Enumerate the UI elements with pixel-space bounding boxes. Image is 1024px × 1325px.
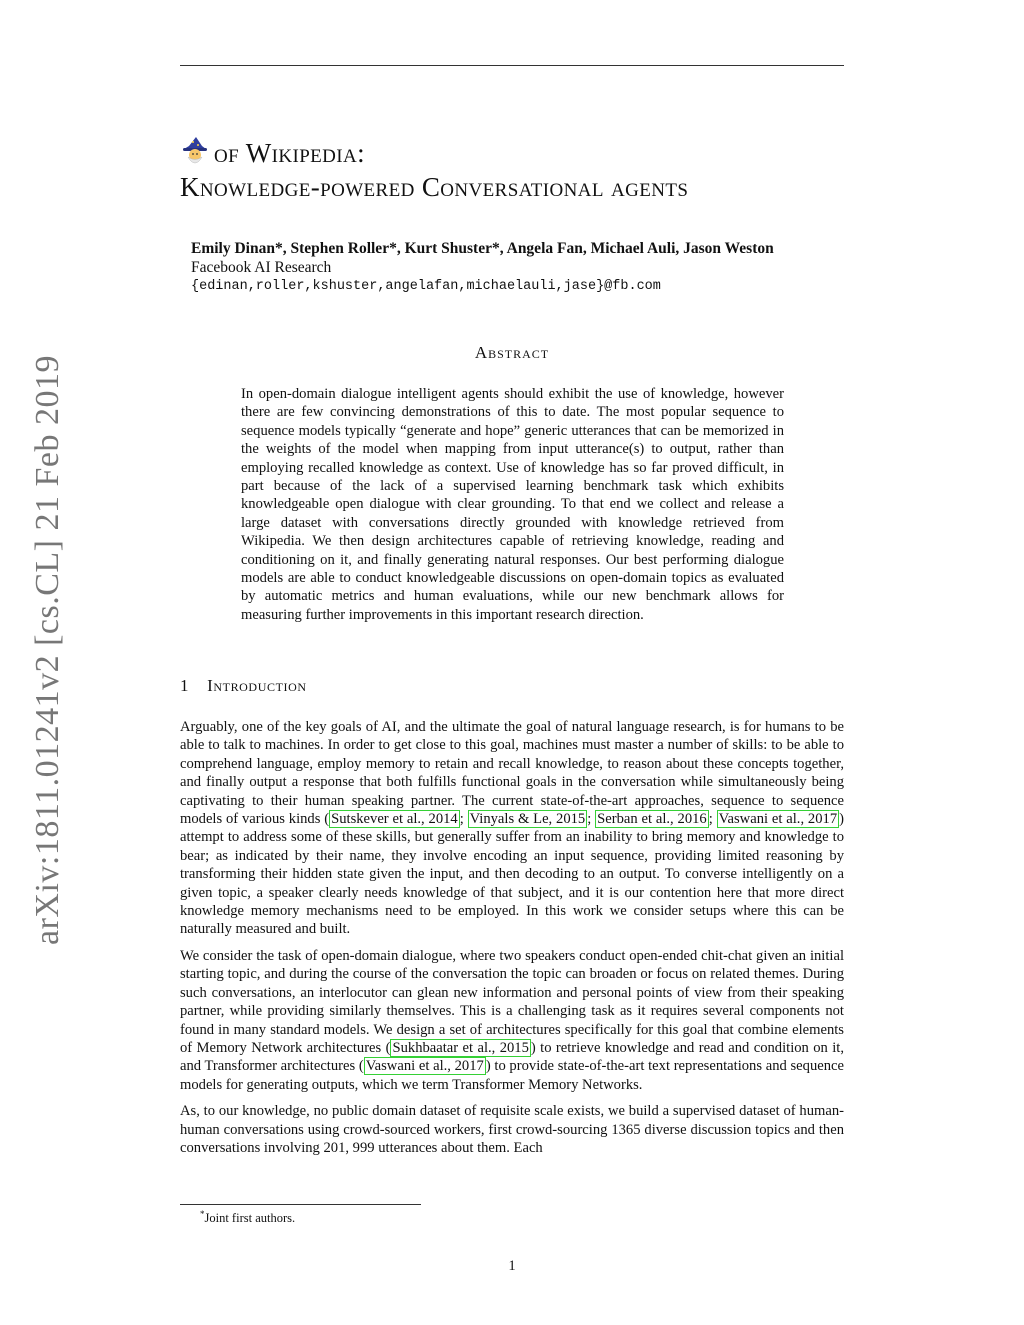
paragraph [180, 947, 844, 1094]
paragraph [180, 718, 844, 939]
citation-separator: ; [587, 811, 596, 828]
paragraph: As, to our knowledge, no public domain dataset of requisite scale exists, we build a supervised dataset of human-human conversations using crowd-sourced workers, first crowd-sourcing 1365 diverse discussion topics and then conversations involving 201, 999 utterances about them. Each [180, 1103, 844, 1156]
title-line-2: Knowledge-powered Conversational agents [180, 172, 689, 202]
citation-separator: ; [708, 811, 717, 828]
wizard-icon [180, 136, 210, 166]
footnote-text: Joint first authors. [204, 1211, 296, 1226]
paragraph-text: We consider the task of open-domain dialogue, where two speakers conduct open-ended chit-chat given an initial starting topic, and during the course of the conversation the topic can broaden or focus on related themes. During such conversations, an interlocutor can glean new information and personal points of view from their speaking partner, while providing similarly themselves. This is a challenging task as it requires several components not found in many standard models. We design a set of architectures specifically for this goal that combine elements of Memory Network architectures ( [180, 947, 844, 1056]
citation-link[interactable]: Vaswani et al., 2017 [365, 1058, 484, 1075]
top-rule [180, 65, 844, 66]
footnote-mark: * [200, 1209, 205, 1219]
paragraph-text: ) to retrieve knowledge and read and condition on it, and Transformer architectures ( [180, 1039, 845, 1075]
arxiv-sidebar-stamp: arXiv:1811.01241v2 [cs.CL] 21 Feb 2019 [29, 354, 66, 946]
footnote-rule [180, 1204, 421, 1205]
title-line-1 [180, 136, 860, 170]
paper-title [180, 136, 860, 204]
section-heading [180, 676, 307, 696]
section-title: Introduction [207, 676, 307, 695]
introduction-body [180, 718, 844, 1165]
abstract-heading: Abstract [474, 343, 550, 362]
author-block [191, 239, 774, 296]
citation-separator: ; [459, 811, 468, 828]
citation-link[interactable]: Serban et al., 2016 [597, 811, 707, 828]
paragraph-text: ) to provide state-of-the-art text representations and sequence models for generating outputs, which we term Transformer Memory Networks. [180, 1058, 844, 1093]
title-text-1: of Wikipedia: [214, 138, 366, 168]
paragraph-text: ) attempt to address some of these skills, but generally suffer from an inability to bring memory and knowledge to bear; as indicated by their name, they involve encoding an input sequence, providing limited reasoning by transforming their hidden state given the input, and then decoding to an output. To converse intelligently on a given topic, a speaker clearly needs knowledge of that subject, and it is our contention here that more direct knowledge memory mechanisms need to be employed. In this work we consider setups where this can be naturally measured and built. [180, 811, 844, 938]
citation-link[interactable]: Vaswani et al., 2017 [718, 811, 838, 828]
section-number: 1 [180, 676, 190, 695]
author-email: {edinan,roller,kshuster,angelafan,michaelauli,jase}@fb.com [191, 279, 661, 294]
abstract-text: In open-domain dialogue intelligent agents should exhibit the use of knowledge, however there are few convincing demonstrations of this to date. The most popular sequence to sequence models typically “generate and hope” generic utterances that can be memorized in the weights of the model when mapping from input utterance(s) to output, rather than employing recalled knowledge as context. Use of knowledge has so far proved difficult, in part because of the lack of a supervised learning benchmark task which exhibits knowledgeable open dialogue with clear grounding. To that end we collect and release a large dataset with conversations directly grounded with knowledge retrieved from Wikipedia. We then design architectures capable of retrieving knowledge, reading and conditioning on it, and finally generating natural responses. Our best performing dialogue models are able to conduct knowledgeable discussions on open-domain topics as evaluated by automatic metrics and human evaluations, while our new benchmark allows for measuring further improvements in this important research direction. [241, 386, 784, 623]
paragraph-text: Arguably, one of the key goals of AI, and the ultimate the goal of natural language research, is for humans to be able to talk to machines. In order to get close to this goal, machines must master a number of skills: to be able to comprehend language, employ memory to retain and recall knowledge, to reason about these concepts together, and finally output a response that both fulfills functional goals in the conversation while simultaneously being captivating to their human speaking partner. The current state-of-the-art approaches, sequence to sequence models of various kinds ( [180, 719, 844, 828]
footnote [200, 1209, 295, 1226]
author-names: Emily Dinan*, Stephen Roller*, Kurt Shuster*, Angela Fan, Michael Auli, Jason Weston [191, 240, 774, 257]
affiliation: Facebook AI Research [191, 259, 332, 276]
citation-link[interactable]: Sutskever et al., 2014 [331, 811, 458, 828]
citation-link[interactable]: Vinyals & Le, 2015 [469, 811, 586, 828]
page-number: 1 [508, 1258, 516, 1274]
citation-link[interactable]: Sukhbaatar et al., 2015 [392, 1039, 529, 1056]
